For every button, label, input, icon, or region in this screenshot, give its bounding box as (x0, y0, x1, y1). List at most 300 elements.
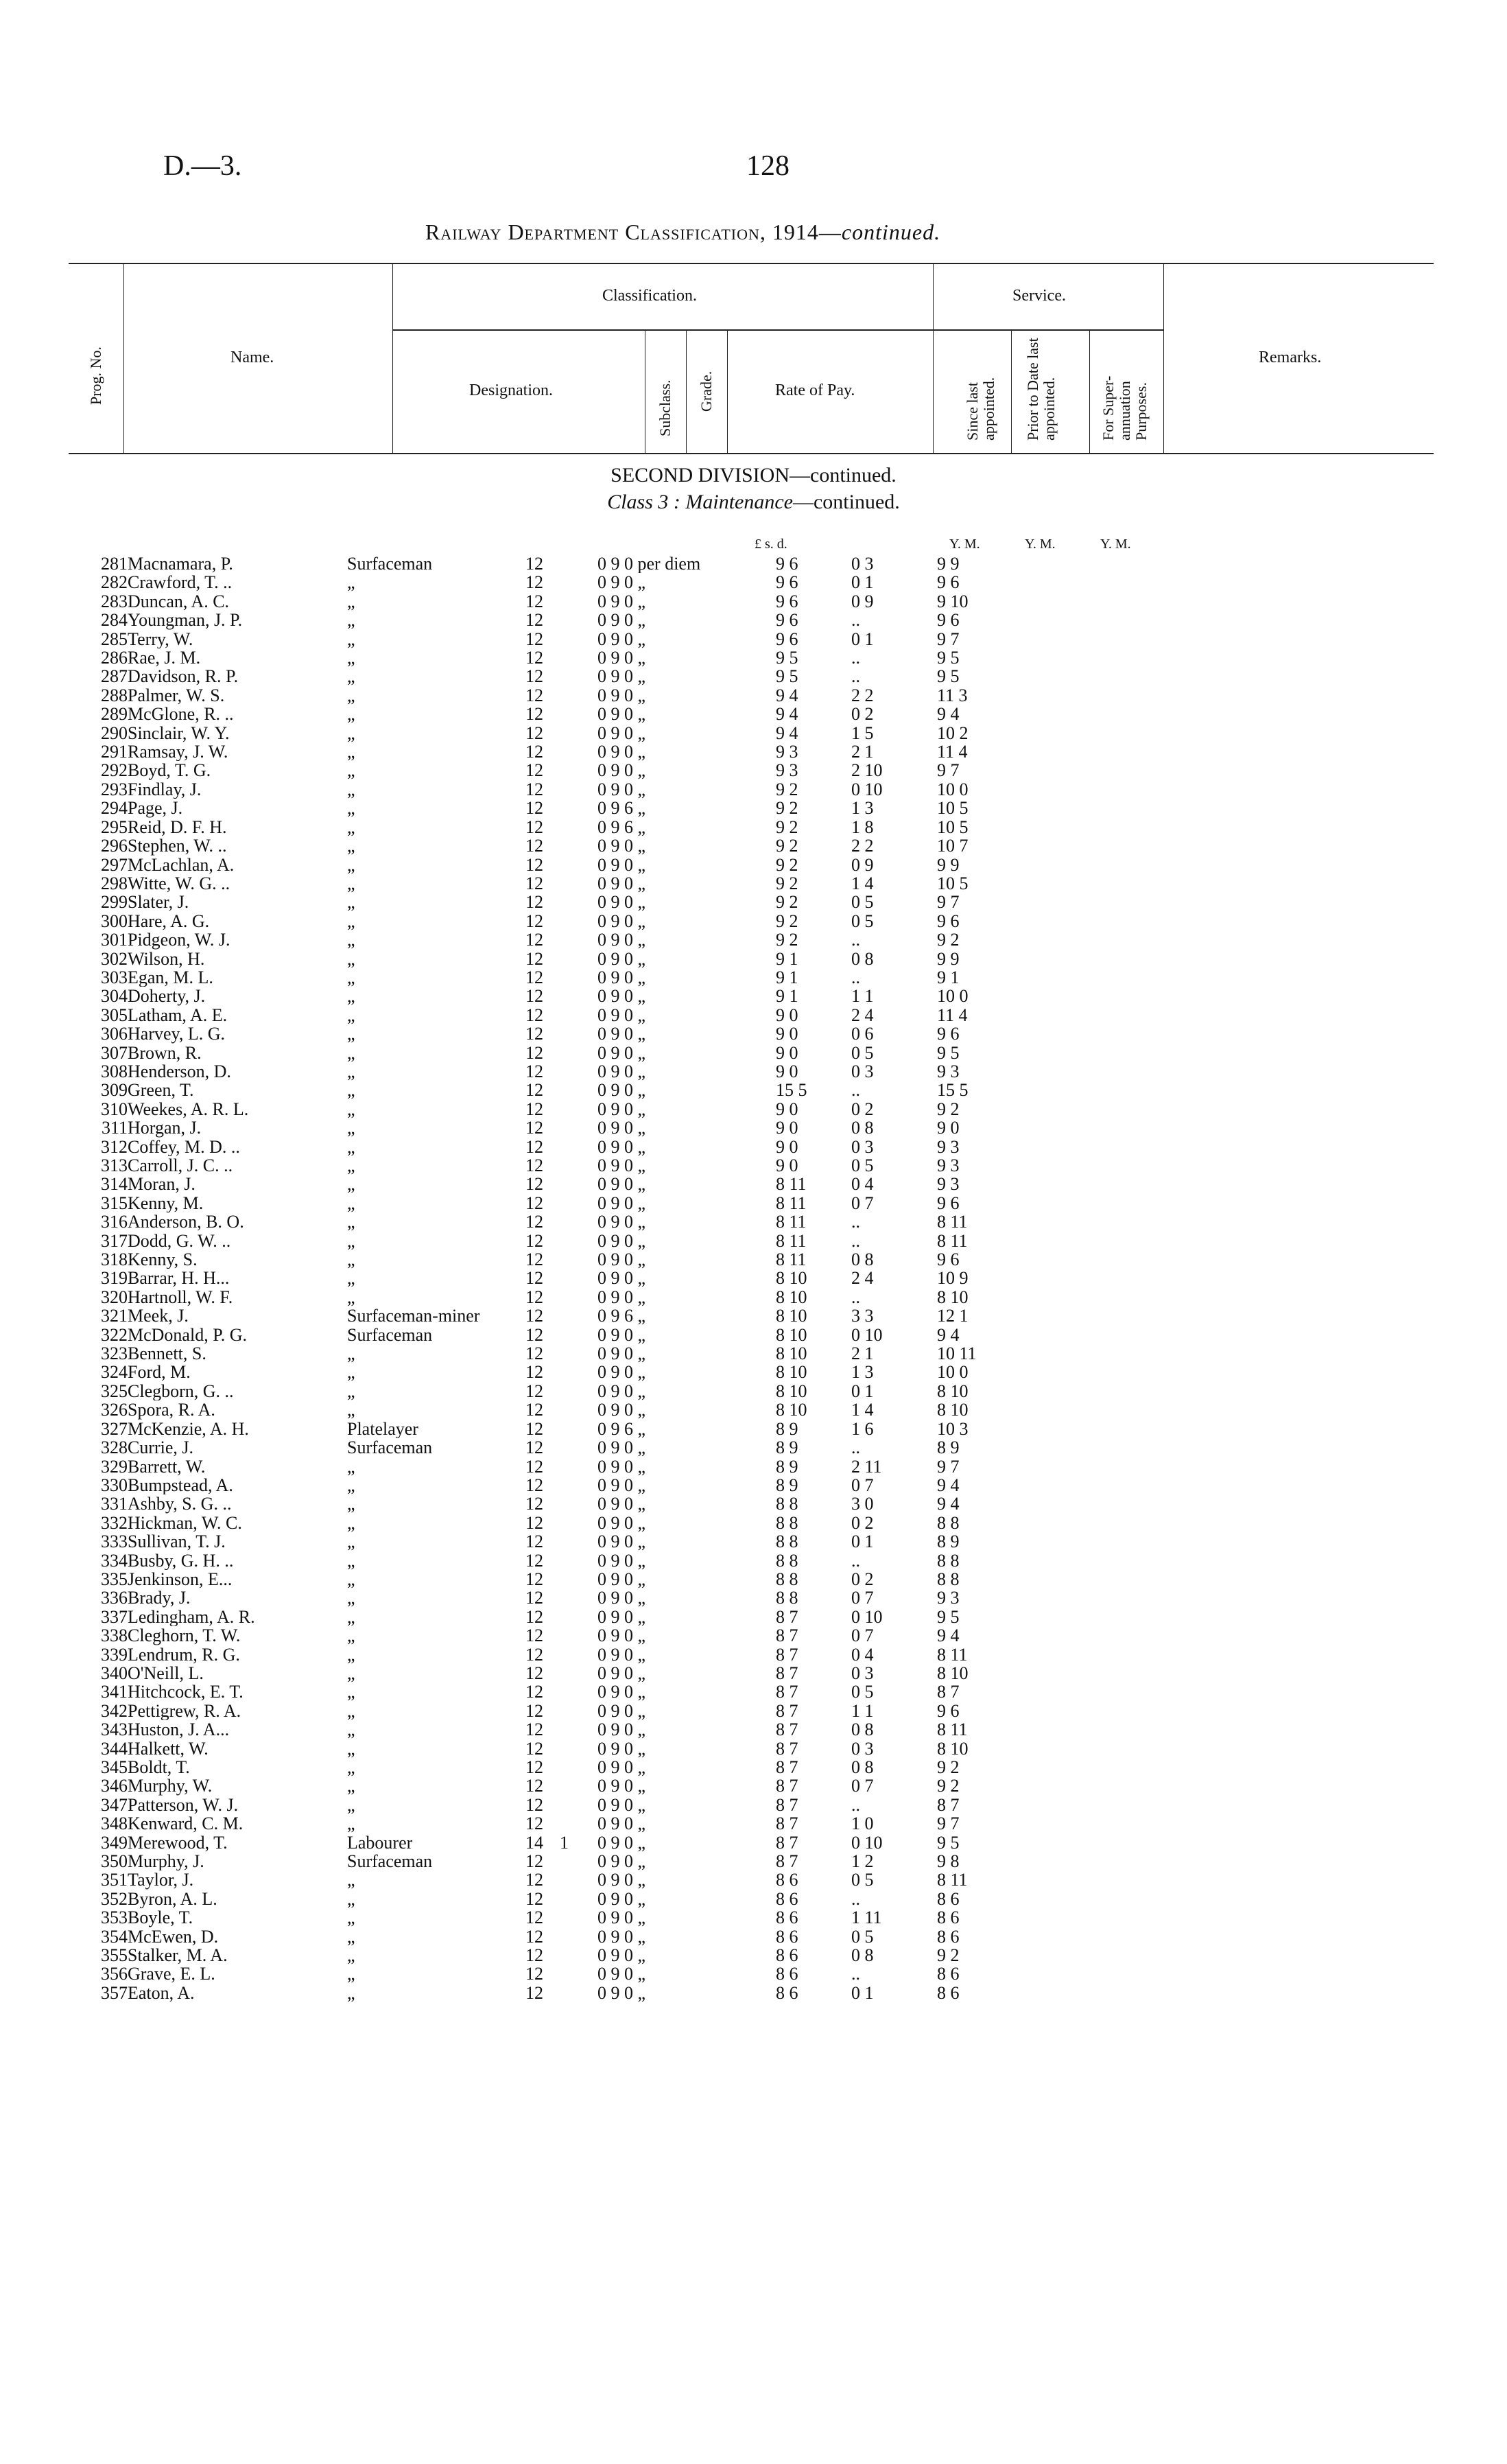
since-last-cell: 8 9 (776, 1475, 798, 1495)
subclass-cell: 12 (525, 1513, 543, 1533)
since-last-cell: 8 9 (776, 1419, 798, 1439)
superannuation-cell: 9 9 (937, 949, 960, 968)
designation-cell: „ (347, 1983, 355, 2003)
table-row (69, 893, 1012, 911)
rate-of-pay-cell: 0 9 0 „ (597, 930, 646, 950)
name-cell: Reid, D. F. H. (128, 817, 227, 837)
superannuation-cell: 9 5 (937, 1833, 960, 1853)
rate-of-pay-cell: 0 9 0 „ (597, 1720, 646, 1739)
rate-of-pay-cell: 0 9 0 „ (597, 1758, 646, 1777)
grade-cell (560, 686, 597, 705)
rate-of-pay-cell: 0 9 0 „ (597, 1400, 646, 1420)
since-last-cell: 8 9 (776, 1457, 798, 1476)
grade-cell (560, 1964, 597, 1983)
table-row (69, 592, 1012, 611)
rule-after-since (1011, 329, 1012, 453)
prior-to-cell: 0 7 (851, 1193, 874, 1213)
name-cell: Eaton, A. (128, 1983, 195, 2003)
subclass-cell: 12 (525, 873, 543, 893)
prior-to-cell: 0 3 (851, 1739, 874, 1758)
subclass-cell: 12 (525, 836, 543, 856)
superannuation-cell: 10 2 (937, 723, 969, 743)
prog-no-cell: 328 (101, 1438, 128, 1457)
table-row (69, 1964, 1012, 1983)
prior-to-cell: 1 4 (851, 873, 874, 893)
subclass-cell: 12 (525, 1306, 543, 1326)
designation-cell: „ (347, 1193, 355, 1213)
table-row (69, 874, 1012, 893)
prog-no-cell: 325 (101, 1381, 128, 1401)
since-last-cell: 9 6 (776, 554, 798, 574)
document-reference: D.—3. (163, 150, 242, 182)
designation-cell: „ (347, 873, 355, 893)
designation-cell: „ (347, 1381, 355, 1401)
title-year: , 1914— (759, 220, 842, 244)
prog-no-cell: 352 (101, 1889, 128, 1909)
subclass-cell: 12 (525, 1175, 543, 1194)
subclass-cell: 12 (525, 1005, 543, 1025)
name-cell: Boyle, T. (128, 1908, 193, 1927)
name-cell: Barrar, H. H... (128, 1269, 230, 1288)
name-cell: Dodd, G. W. .. (128, 1231, 231, 1251)
superannuation-cell: 9 6 (937, 573, 960, 592)
rate-of-pay-cell: 0 9 0 „ (597, 1983, 646, 2003)
name-cell: Hickman, W. C. (128, 1513, 242, 1533)
rate-of-pay-cell: 0 9 0 „ (597, 648, 646, 668)
prior-to-cell: 0 7 (851, 1475, 874, 1495)
superannuation-cell: 8 6 (937, 1964, 960, 1984)
designation-cell: „ (347, 1099, 355, 1119)
rate-of-pay-cell: 0 9 0 „ (597, 761, 646, 780)
prior-to-cell: 1 1 (851, 1701, 874, 1721)
table-row (69, 1814, 1012, 1833)
col-remarks: Remarks. (1259, 349, 1322, 366)
designation-cell: „ (347, 611, 355, 630)
grade-cell (560, 874, 597, 893)
since-last-cell: 8 7 (776, 1701, 798, 1721)
designation-cell: „ (347, 967, 355, 987)
table-row (69, 1588, 1012, 1607)
prog-no-cell: 310 (101, 1099, 128, 1119)
prog-no-cell: 297 (101, 855, 128, 874)
table-row (69, 1739, 1012, 1758)
subclass-cell: 12 (525, 967, 543, 987)
prior-to-cell: 0 1 (851, 573, 874, 592)
subclass-cell: 12 (525, 1758, 543, 1777)
superannuation-cell: 8 9 (937, 1532, 960, 1551)
name-cell: Meek, J. (128, 1306, 189, 1326)
grade-cell (560, 1438, 597, 1457)
prog-no-cell: 330 (101, 1475, 128, 1495)
table-row (69, 1118, 1012, 1137)
rate-of-pay-cell: 0 9 0 „ (597, 685, 646, 705)
superannuation-cell: 12 1 (937, 1306, 969, 1326)
subclass-cell: 12 (525, 1231, 543, 1251)
superannuation-cell: 9 4 (937, 1325, 960, 1345)
prog-no-cell: 291 (101, 742, 128, 762)
subclass-cell: 12 (525, 1475, 543, 1495)
designation-cell: „ (347, 1588, 355, 1608)
grade-cell (560, 1476, 597, 1494)
since-last-cell: 9 4 (776, 705, 798, 724)
prior-to-cell: 0 3 (851, 1663, 874, 1683)
grade-cell (560, 1250, 597, 1269)
rate-of-pay-cell: 0 9 0 „ (597, 1607, 646, 1627)
subclass-cell: 12 (525, 1381, 543, 1401)
subclass-cell: 12 (525, 817, 543, 837)
designation-cell: „ (347, 629, 355, 649)
grade-cell (560, 1702, 597, 1720)
name-cell: Sullivan, T. J. (128, 1532, 226, 1551)
prior-to-cell: 0 5 (851, 911, 874, 931)
designation-cell: „ (347, 1776, 355, 1796)
superannuation-cell: 10 5 (937, 873, 969, 893)
prog-no-cell: 326 (101, 1400, 128, 1420)
designation-cell: „ (347, 723, 355, 743)
subclass-cell: 12 (525, 705, 543, 724)
classification-table (69, 554, 1012, 2002)
subclass-cell: 12 (525, 911, 543, 931)
superannuation-cell: 15 5 (937, 1081, 969, 1100)
prior-to-cell: 0 10 (851, 779, 883, 799)
prior-to-cell: .. (851, 611, 860, 630)
designation-cell: „ (347, 799, 355, 818)
prog-no-cell: 335 (101, 1569, 128, 1589)
rate-of-pay-cell: 0 9 0 „ (597, 1626, 646, 1645)
rate-of-pay-cell: 0 9 6 „ (597, 817, 646, 837)
subclass-cell: 12 (525, 1908, 543, 1927)
prog-no-cell: 342 (101, 1701, 128, 1721)
since-last-cell: 9 2 (776, 817, 798, 837)
prior-to-cell: 1 1 (851, 987, 874, 1006)
prog-no-cell: 334 (101, 1551, 128, 1570)
prog-no-cell: 318 (101, 1250, 128, 1269)
designation-cell: Surfaceman (347, 1325, 433, 1345)
superannuation-cell: 9 1 (937, 967, 960, 987)
superannuation-cell: 8 6 (937, 1908, 960, 1927)
designation-cell: „ (347, 1363, 355, 1382)
name-cell: Barrett, W. (128, 1457, 206, 1476)
superannuation-cell: 9 4 (937, 705, 960, 724)
prior-to-cell: 0 5 (851, 1043, 874, 1062)
superannuation-cell: 9 4 (937, 1475, 960, 1495)
designation-cell: „ (347, 1513, 355, 1533)
grade-cell (560, 950, 597, 968)
rule-after-prior (1089, 329, 1090, 453)
grade-cell (560, 856, 597, 874)
name-cell: Youngman, J. P. (128, 611, 243, 630)
subclass-cell: 12 (525, 1419, 543, 1439)
subclass-cell: 12 (525, 1927, 543, 1947)
name-cell: Kenward, C. M. (128, 1814, 244, 1833)
designation-cell: „ (347, 1795, 355, 1815)
since-last-cell: 8 8 (776, 1569, 798, 1589)
superannuation-cell: 10 11 (937, 1344, 977, 1363)
designation-cell: „ (347, 855, 355, 874)
grade-cell (560, 818, 597, 836)
rate-of-pay-cell: 0 9 0 „ (597, 1250, 646, 1269)
rate-of-pay-cell: 0 9 0 „ (597, 1663, 646, 1683)
prior-to-cell: 0 3 (851, 1137, 874, 1156)
grade-cell (560, 1363, 597, 1381)
prior-to-cell: 0 8 (851, 1758, 874, 1777)
name-cell: Egan, M. L. (128, 967, 213, 987)
subclass-cell: 12 (525, 554, 543, 574)
table-row (69, 630, 1012, 648)
grade-cell (560, 1382, 597, 1400)
title-main: Railway Department Classification (425, 220, 760, 244)
name-cell: Crawford, T. .. (128, 573, 233, 592)
table-row (69, 836, 1012, 855)
rate-of-pay-cell: 0 9 0 „ (597, 1682, 646, 1702)
name-cell: Hare, A. G. (128, 911, 210, 931)
table-row (69, 1532, 1012, 1551)
prior-to-cell: .. (851, 967, 860, 987)
name-cell: McLachlan, A. (128, 855, 235, 874)
name-cell: Henderson, D. (128, 1061, 231, 1081)
rate-of-pay-cell: 0 9 0 „ (597, 1645, 646, 1664)
superannuation-cell: 11 4 (937, 1005, 968, 1025)
designation-cell: „ (347, 893, 355, 912)
since-last-cell: 8 7 (776, 1645, 798, 1664)
since-last-cell: 9 2 (776, 911, 798, 931)
since-last-cell: 8 8 (776, 1551, 798, 1570)
grade-cell (560, 893, 597, 911)
designation-cell: „ (347, 1569, 355, 1589)
rate-of-pay-cell: 0 9 0 „ (597, 1870, 646, 1890)
name-cell: Ford, M. (128, 1363, 191, 1382)
designation-cell: „ (347, 1626, 355, 1645)
superannuation-cell: 8 11 (937, 1212, 968, 1232)
grade-cell (560, 1306, 597, 1325)
prior-to-cell: .. (851, 1231, 860, 1251)
grade-cell (560, 1870, 597, 1889)
since-last-cell: 9 6 (776, 591, 798, 611)
prog-no-cell: 344 (101, 1739, 128, 1758)
designation-cell: „ (347, 1475, 355, 1495)
name-cell: Brown, R. (128, 1043, 202, 1062)
rate-of-pay-cell: 0 9 0 „ (597, 1739, 646, 1758)
designation-cell: „ (347, 1946, 355, 1965)
grade-cell (560, 1100, 597, 1118)
name-cell: Findlay, J. (128, 779, 202, 799)
superannuation-cell: 9 0 (937, 1118, 960, 1138)
subclass-cell: 12 (525, 1212, 543, 1232)
prog-no-cell: 305 (101, 1005, 128, 1025)
since-last-cell: 8 11 (776, 1212, 807, 1232)
name-cell: Rae, J. M. (128, 648, 201, 668)
name-cell: Kenny, M. (128, 1193, 204, 1213)
since-last-cell: 9 5 (776, 648, 798, 668)
prior-to-cell: .. (851, 1212, 860, 1232)
grade-cell (560, 1720, 597, 1739)
subclass-cell: 12 (525, 1269, 543, 1288)
prior-to-cell: 0 10 (851, 1325, 883, 1345)
rate-of-pay-cell: 0 9 0 „ (597, 911, 646, 931)
table-row (69, 1702, 1012, 1720)
col-name: Name. (230, 349, 274, 366)
table-row (69, 1363, 1012, 1381)
grade-cell (560, 1852, 597, 1870)
prior-to-cell: 0 8 (851, 949, 874, 968)
designation-cell: Surfaceman-miner (347, 1306, 480, 1326)
prog-no-cell: 311 (101, 1118, 128, 1138)
designation-cell: Surfaceman (347, 1852, 433, 1871)
rate-of-pay-cell: 0 9 0 „ (597, 1118, 646, 1138)
subclass-cell: 12 (525, 1569, 543, 1589)
grade-cell (560, 1494, 597, 1513)
table-row (69, 968, 1012, 987)
table-row (69, 780, 1012, 799)
since-last-cell: 9 0 (776, 1137, 798, 1156)
table-row (69, 1288, 1012, 1306)
name-cell: Harvey, L. G. (128, 1024, 225, 1044)
prog-no-cell: 306 (101, 1024, 128, 1044)
prior-to-cell: 0 8 (851, 1118, 874, 1138)
grade-cell (560, 1420, 597, 1438)
since-last-cell: 8 7 (776, 1833, 798, 1853)
name-cell: Murphy, J. (128, 1852, 204, 1871)
grade-cell (560, 1608, 597, 1626)
subclass-cell: 12 (525, 1400, 543, 1420)
since-last-cell: 8 11 (776, 1250, 807, 1269)
designation-cell: „ (347, 836, 355, 856)
grade-cell (560, 1400, 597, 1419)
name-cell: Cleghorn, T. W. (128, 1626, 241, 1645)
subclass-cell: 12 (525, 1118, 543, 1138)
designation-cell: „ (347, 1137, 355, 1156)
rate-of-pay-cell: 0 9 0 „ (597, 855, 646, 874)
grade-cell (560, 1344, 597, 1363)
prog-no-cell: 299 (101, 893, 128, 912)
grade-cell (560, 1682, 597, 1701)
subclass-cell: 12 (525, 1983, 543, 2003)
superannuation-cell: 9 4 (937, 1626, 960, 1645)
name-cell: Macnamara, P. (128, 554, 233, 574)
superannuation-cell: 9 6 (937, 1250, 960, 1269)
grade-cell (560, 1739, 597, 1758)
rate-of-pay-cell: 0 9 0 „ (597, 1081, 646, 1100)
designation-cell: „ (347, 685, 355, 705)
table-row (69, 686, 1012, 705)
since-last-cell: 9 3 (776, 742, 798, 762)
since-last-cell: 9 2 (776, 779, 798, 799)
table-row (69, 1194, 1012, 1212)
designation-cell: „ (347, 1964, 355, 1984)
since-last-cell: 8 7 (776, 1720, 798, 1739)
rate-of-pay-cell: 0 9 0 „ (597, 629, 646, 649)
designation-cell: „ (347, 779, 355, 799)
since-last-cell: 9 4 (776, 723, 798, 743)
grade-cell (560, 1081, 597, 1099)
name-cell: Weekes, A. R. L. (128, 1099, 249, 1119)
name-cell: Merewood, T. (128, 1833, 228, 1853)
superannuation-cell: 9 3 (937, 1137, 960, 1156)
superannuation-cell: 8 6 (937, 1889, 960, 1909)
superannuation-cell: 9 7 (937, 1814, 960, 1833)
name-cell: Carroll, J. C. .. (128, 1156, 233, 1175)
name-cell: Sinclair, W. Y. (128, 723, 230, 743)
subclass-cell: 12 (525, 1776, 543, 1796)
since-last-cell: 8 7 (776, 1852, 798, 1871)
subclass-cell: 14 (525, 1833, 543, 1853)
prior-to-cell: 0 8 (851, 1720, 874, 1739)
grade-cell (560, 1908, 597, 1927)
grade-cell (560, 1645, 597, 1664)
name-cell: Hitchcock, E. T. (128, 1682, 244, 1702)
subclass-cell: 12 (525, 667, 543, 686)
rate-of-pay-cell: 0 9 0 „ (597, 723, 646, 743)
grade-cell (560, 648, 597, 667)
rate-of-pay-cell: 0 9 0 „ (597, 1231, 646, 1251)
name-cell: Halkett, W. (128, 1739, 209, 1758)
since-last-cell: 8 7 (776, 1682, 798, 1702)
designation-cell: „ (347, 1532, 355, 1551)
superannuation-cell: 9 3 (937, 1156, 960, 1175)
grade-cell (560, 1514, 597, 1532)
title-continued: continued. (841, 220, 941, 244)
superannuation-cell: 8 7 (937, 1682, 960, 1702)
rule-after-grade (727, 329, 728, 453)
subclass-cell: 12 (525, 685, 543, 705)
prior-to-cell: 0 2 (851, 1099, 874, 1119)
name-cell: Ramsay, J. W. (128, 742, 228, 762)
name-cell: Bennett, S. (128, 1344, 206, 1363)
table-row (69, 1081, 1012, 1099)
table-row (69, 1664, 1012, 1682)
superannuation-cell: 10 5 (937, 817, 969, 837)
col-for-super: For Super-annuation Purposes. (1100, 375, 1150, 441)
superannuation-cell: 9 7 (937, 629, 960, 649)
name-cell: Boyd, T. G. (128, 761, 211, 780)
prior-to-cell: 2 2 (851, 685, 874, 705)
table-row (69, 1062, 1012, 1081)
name-cell: Murphy, W. (128, 1776, 213, 1796)
prior-to-cell: 3 3 (851, 1306, 874, 1326)
subclass-cell: 12 (525, 1156, 543, 1175)
since-last-cell: 9 4 (776, 685, 798, 705)
since-last-cell: 8 8 (776, 1532, 798, 1551)
subclass-cell: 12 (525, 629, 543, 649)
name-cell: Witte, W. G. .. (128, 873, 230, 893)
since-last-cell: 8 9 (776, 1438, 798, 1457)
table-row (69, 554, 1012, 573)
superannuation-cell: 8 10 (937, 1663, 969, 1683)
rate-of-pay-cell: 0 9 0 „ (597, 949, 646, 968)
prior-to-cell: .. (851, 1551, 860, 1570)
prior-to-cell: 0 5 (851, 1870, 874, 1890)
table-row (69, 1946, 1012, 1964)
designation-cell: „ (347, 1551, 355, 1570)
subclass-cell: 12 (525, 1682, 543, 1702)
prior-to-cell: 1 5 (851, 723, 874, 743)
prog-no-cell: 293 (101, 779, 128, 799)
rule-after-pay (933, 263, 934, 453)
grade-cell (560, 1269, 597, 1287)
prior-to-cell: 0 4 (851, 1645, 874, 1664)
table-row (69, 705, 1012, 723)
subclass-cell: 12 (525, 1814, 543, 1833)
prog-no-cell: 300 (101, 911, 128, 931)
designation-cell: „ (347, 1024, 355, 1044)
prog-no-cell: 333 (101, 1532, 128, 1551)
superannuation-cell: 9 6 (937, 1193, 960, 1213)
since-last-cell: 9 0 (776, 1099, 798, 1119)
rate-of-pay-cell: 0 9 0 „ (597, 1043, 646, 1062)
name-cell: McKenzie, A. H. (128, 1419, 249, 1439)
superannuation-cell: 8 11 (937, 1231, 968, 1251)
table-row (69, 950, 1012, 968)
